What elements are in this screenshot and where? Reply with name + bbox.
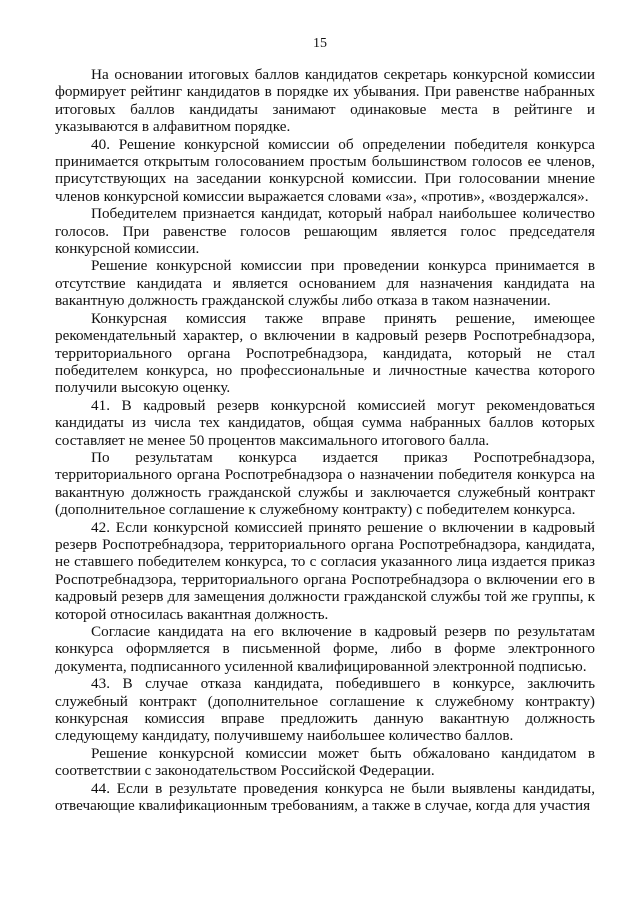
paragraph: 42. Если конкурсной комиссией принято решение о включении в кадровый резерв Роспотребнадзора, территориального органа Роспотребнадзора, кандидата, не ставшего победителем конкурса, то с согласия указанного лица издается приказ Роспотребнадзора, территориального органа Роспотребнадзора о включении его в кадровый резерв для замещения должности гражданской службы той же группы, к которой относилась вакантная должность. [55, 518, 595, 623]
paragraph: Решение конкурсной комиссии может быть обжаловано кандидатом в соответствии с законодательством Российской Федерации. [55, 744, 595, 780]
page-number: 15 [313, 36, 327, 51]
paragraph: На основании итоговых баллов кандидатов секретарь конкурсной комиссии формирует рейтинг кандидатов в порядке их убывания. При равенстве набранных итоговых баллов кандидаты занимают одинаковые места в рейтинге и указываются в алфавитном порядке. [55, 66, 595, 136]
paragraph: Решение конкурсной комиссии при проведении конкурса принимается в отсутствие кандидата и является основанием для назначения кандидата на вакантную должность гражданской службы либо отказа в таком назначении. [55, 257, 595, 310]
paragraph: 43. В случае отказа кандидата, победившего в конкурсе, заключить служебный контракт (дополнительное соглашение к служебному контракту) конкурсная комиссия вправе предложить данную вакантную должность следующему кандидату, получившему наибольшее количество баллов. [55, 675, 595, 745]
paragraph: 40. Решение конкурсной комиссии об определении победителя конкурса принимается открытым голосованием простым большинством голосов ее членов, присутствующих на заседании конкурсной комиссии. При голосовании мнение членов конкурсной комиссии выражается словами «за», «против», «воздержался». [55, 135, 595, 205]
paragraph: По результатам конкурса издается приказ Роспотребнадзора, территориального органа Роспотребнадзора о назначении победителя конкурса на вакантную должность гражданской службы и заключается служебный контракт (дополнительное соглашение к служебному контракту) с победителем конкурса. [55, 448, 595, 519]
paragraph: Конкурсная комиссия также вправе принять решение, имеющее рекомендательный характер, о включении в кадровый резерв Роспотребнадзора, территориального органа Роспотребнадзора, кандидата, который не стал победителем конкурса, но профессиональные и личностные качества которого получили высокую оценку. [55, 309, 595, 397]
paragraph: Победителем признается кандидат, который набрал наибольшее количество голосов. При равенстве голосов решающим является голос председателя конкурсной комиссии. [55, 205, 595, 258]
paragraph: 44. Если в результате проведения конкурса не были выявлены кандидаты, отвечающие квалификационным требованиям, а также в случае, когда для участия [55, 779, 595, 815]
document-body [55, 66, 595, 814]
paragraph: Согласие кандидата на его включение в кадровый резерв по результатам конкурса оформляется в письменной форме, либо в форме электронного документа, подписанного усиленной квалифицированной электронной подписью. [55, 623, 595, 675]
paragraph: 41. В кадровый резерв конкурсной комиссией могут рекомендоваться кандидаты из числа тех кандидатов, общая сумма набранных баллов которых составляет не менее 50 процентов максимального итогового балла. [55, 396, 595, 449]
